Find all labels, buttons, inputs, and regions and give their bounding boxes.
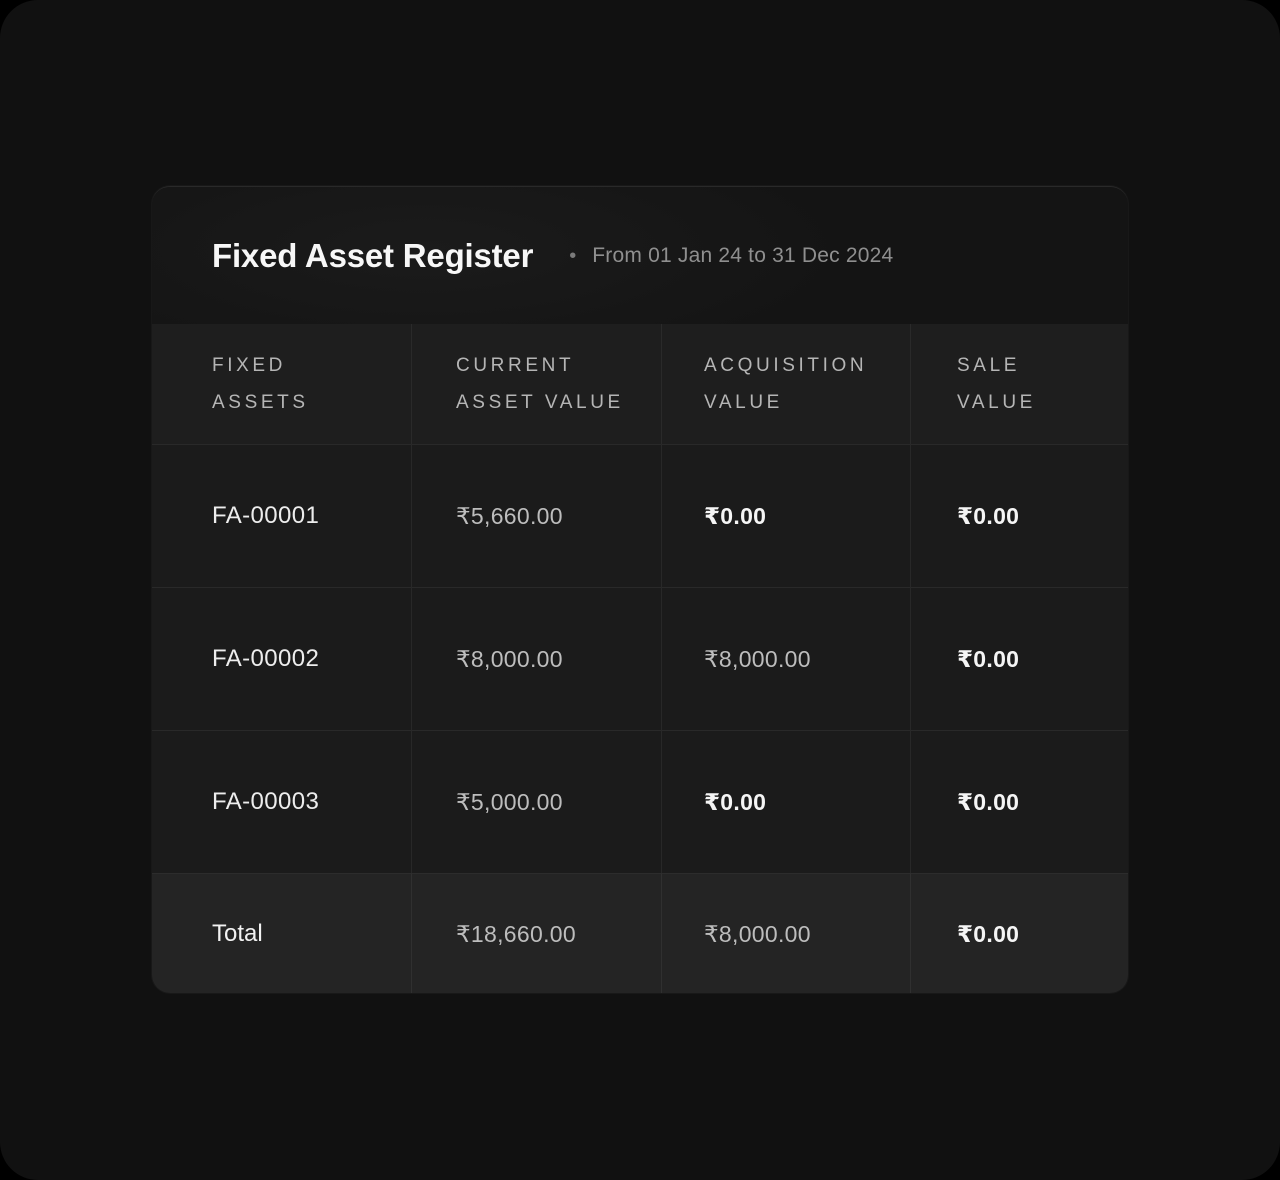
table-row-cell-asset-id[interactable] bbox=[152, 444, 411, 587]
column-header-line: ASSETS bbox=[212, 392, 309, 413]
report-header bbox=[152, 187, 1128, 324]
asset-id: FA-00002 bbox=[212, 645, 320, 672]
column-header-fixed-assets bbox=[152, 324, 411, 444]
amount-value: ₹8,000.00 bbox=[704, 920, 811, 947]
amount-value: ₹0.00 bbox=[957, 645, 1020, 672]
table-row-cell-sale-value bbox=[910, 444, 1128, 587]
column-header-line: FIXED bbox=[212, 355, 287, 376]
total-row-label-cell bbox=[152, 873, 411, 993]
amount-value: ₹8,000.00 bbox=[704, 645, 811, 672]
amount-value: ₹5,000.00 bbox=[456, 788, 563, 815]
amount-value: ₹0.00 bbox=[704, 788, 767, 815]
total-row-sale-value bbox=[910, 873, 1128, 993]
table-row-cell-asset-id[interactable] bbox=[152, 587, 411, 730]
table-row-cell-current-value bbox=[411, 587, 661, 730]
amount-value: ₹0.00 bbox=[957, 788, 1020, 815]
table-row-cell-current-value bbox=[411, 444, 661, 587]
total-row-current-value bbox=[411, 873, 661, 993]
asset-id: FA-00001 bbox=[212, 502, 320, 529]
amount-value: ₹0.00 bbox=[704, 502, 767, 529]
column-header-current-asset-value bbox=[411, 324, 661, 444]
asset-id: FA-00003 bbox=[212, 788, 320, 815]
column-header-sale-value bbox=[910, 324, 1128, 444]
column-header-line: ACQUISITION bbox=[704, 355, 868, 376]
asset-table bbox=[152, 324, 1128, 993]
table-row-cell-acquisition-value bbox=[661, 587, 910, 730]
column-header-acquisition-value bbox=[661, 324, 910, 444]
amount-value: ₹0.00 bbox=[957, 920, 1020, 947]
amount-value: ₹18,660.00 bbox=[456, 920, 576, 947]
column-header-line: ASSET VALUE bbox=[456, 392, 624, 413]
table-row-cell-acquisition-value bbox=[661, 730, 910, 873]
column-header-line: VALUE bbox=[704, 392, 783, 413]
amount-value: ₹0.00 bbox=[957, 502, 1020, 529]
total-label: Total bbox=[212, 920, 263, 947]
report-date-range: From 01 Jan 24 to 31 Dec 2024 bbox=[592, 243, 894, 267]
column-header-line: SALE bbox=[957, 355, 1021, 376]
table-row-cell-sale-value bbox=[910, 587, 1128, 730]
amount-value: ₹5,660.00 bbox=[456, 502, 563, 529]
fixed-asset-register-card bbox=[152, 186, 1128, 993]
table-row-cell-sale-value bbox=[910, 730, 1128, 873]
table-row-cell-acquisition-value bbox=[661, 444, 910, 587]
column-header-line: VALUE bbox=[957, 392, 1036, 413]
total-row-acquisition-value bbox=[661, 873, 910, 993]
table-row-cell-asset-id[interactable] bbox=[152, 730, 411, 873]
page-title: Fixed Asset Register bbox=[212, 236, 534, 274]
table-row-cell-current-value bbox=[411, 730, 661, 873]
amount-value: ₹8,000.00 bbox=[456, 645, 563, 672]
column-header-line: CURRENT bbox=[456, 355, 575, 376]
dot-separator-icon: • bbox=[569, 245, 577, 267]
